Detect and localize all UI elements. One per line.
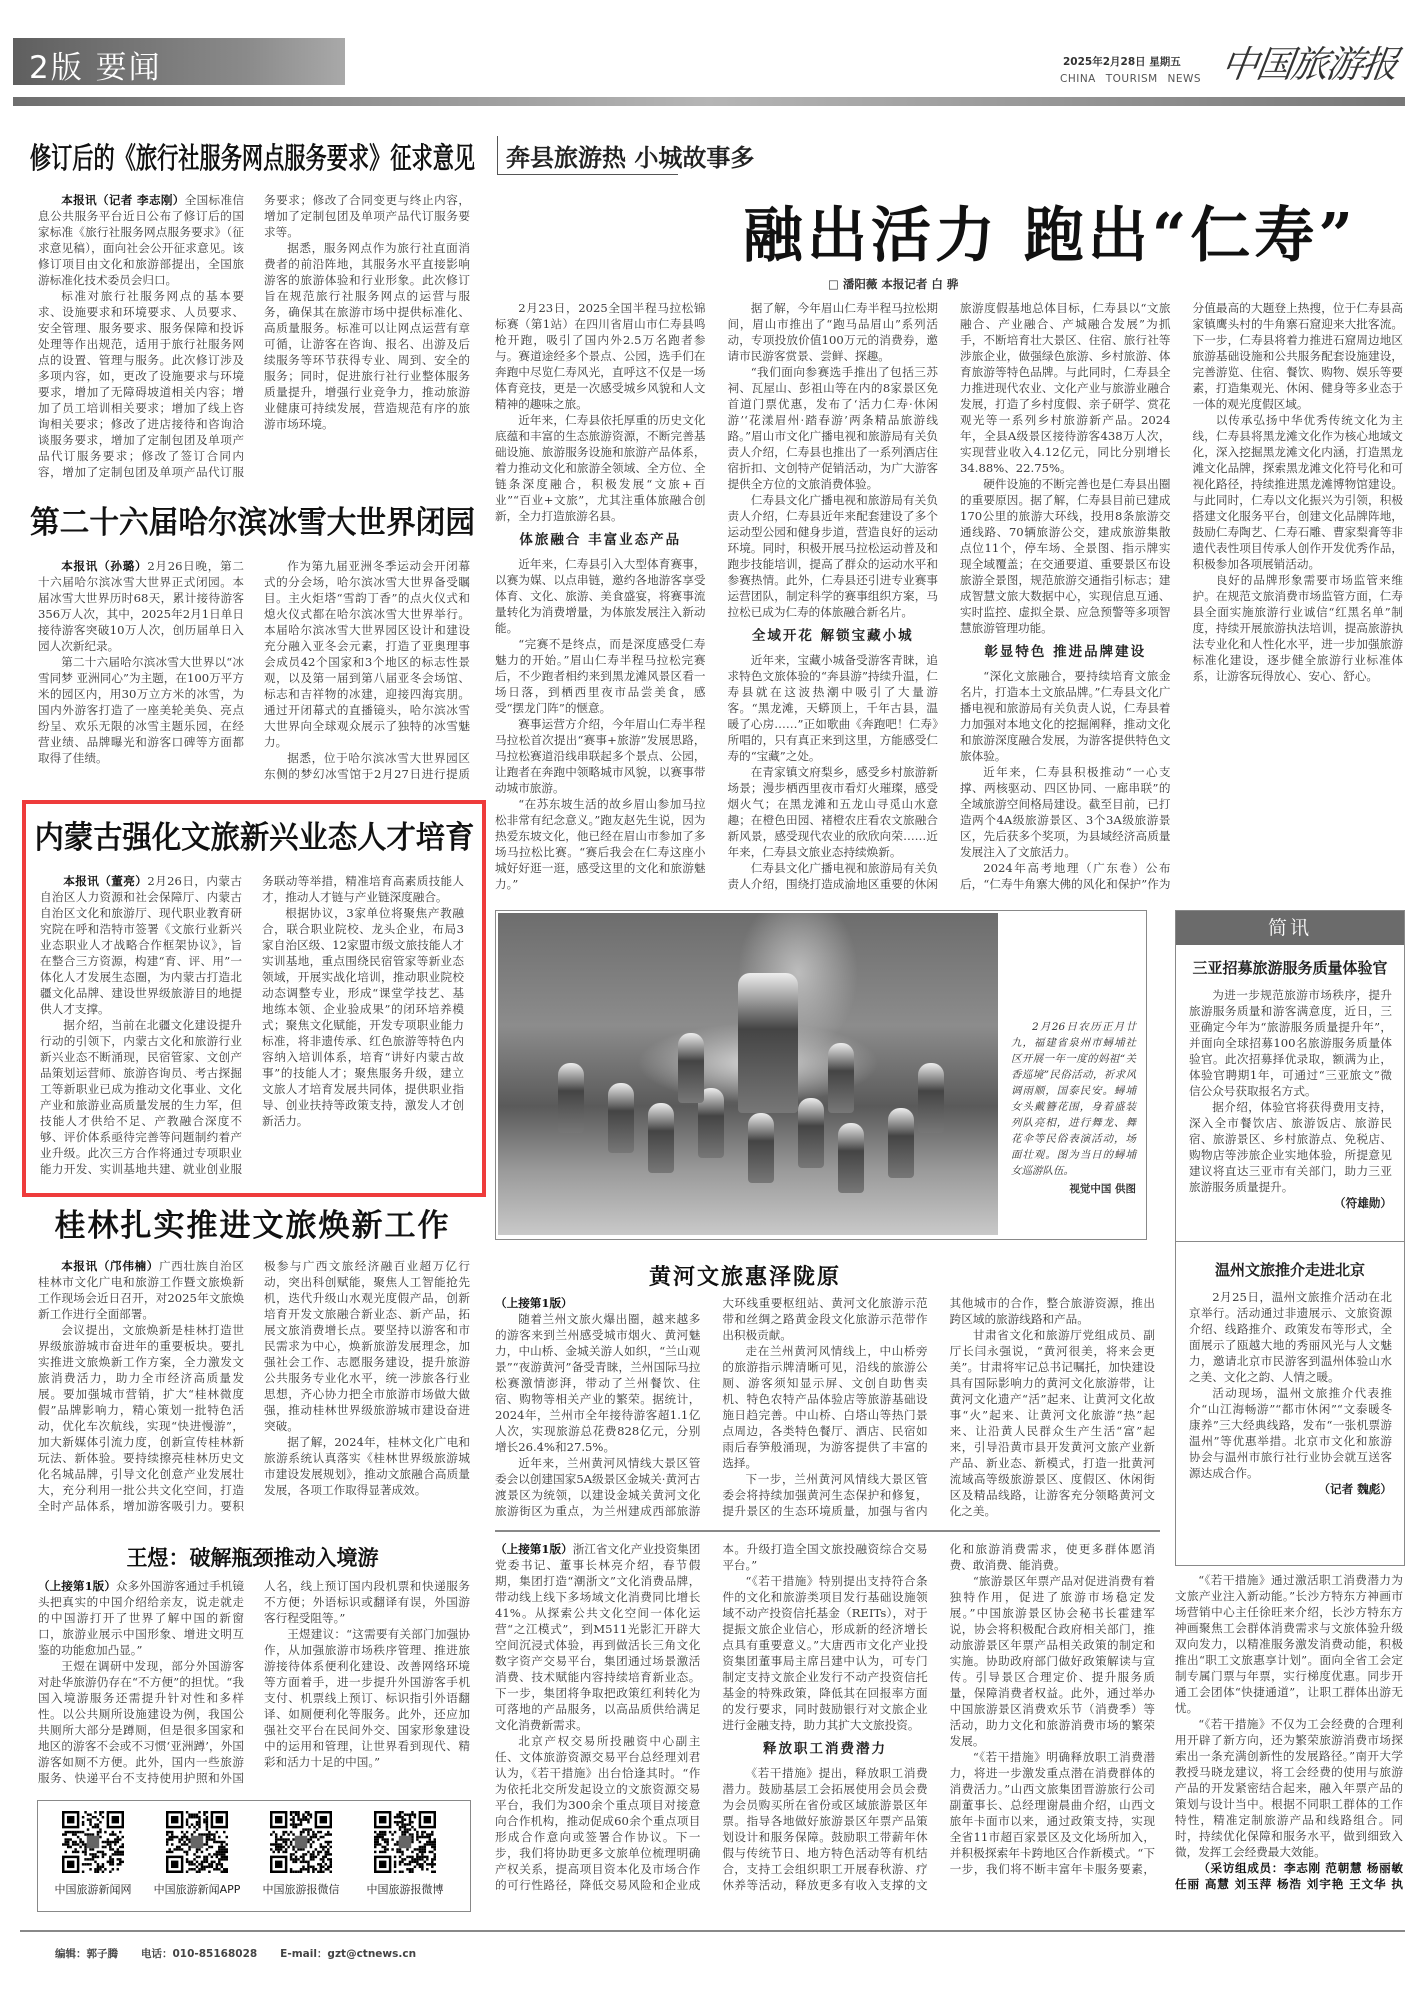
paragraph-text: “《若干措施》明确释放职工消费潜力，将进一步激发重点潜在消费群体的消费活力。”山西文旅集团晋游旅行公司副董事长、总经理谢晨曲介绍，山西文旅年卡面市以来，通过政策支持，实现全省11市超百家景区及文化场所加入，并积极探索年卡跨地区合作新模式。“下一步，我们将不断丰富年卡服务要素， — [949, 1750, 1155, 1876]
article-harbin — [38, 558, 470, 786]
brief-paragraph: 活动现场，温州文旅推介代表推介“山江海畅游”“都市休闲”“文泰暖冬康养”三大经典线路，发布“一张机票游温州”等优惠举措。北京市文化和旅游协会与温州市旅行社行业协会就互送客源达成合作。 — [1189, 1386, 1392, 1480]
article-paragraph — [38, 192, 244, 288]
article-yellow-river — [495, 1295, 1155, 1523]
article-measures — [495, 1541, 1155, 1893]
caption-text: 2月26日农历正月廿九，福建省泉州市蟳埔社区开展一年一度的妈祖“关香巡境”民俗活动，祈求风调雨顺，国泰民安。蟳埔女头戴簪花围，身着盛装列队亮相，进行舞龙、舞花伞等民俗表演活动，场面壮观。图为当日的蟳埔女巡游队伍。 — [1011, 1021, 1136, 1177]
dateline: （上接第1版） — [495, 1296, 573, 1310]
article-paragraph — [495, 636, 706, 716]
parade-figure — [738, 973, 798, 1113]
article-paragraph — [960, 476, 1171, 636]
qr-code-icon[interactable] — [62, 1811, 124, 1873]
article-paragraph — [728, 652, 939, 764]
paragraph-text: “完赛不是终点，而是深度感受仁寿魅力的开始。”眉山仁寿半程马拉松完赛后，不少跑者相约来到黑龙滩风景区看一场日落，到栖西里夜市品尝美食，感受“摆龙门阵”的惬意。 — [495, 637, 706, 715]
section-title: 2版 要闻 — [29, 50, 162, 86]
paragraph-text: “《若干措施》通过激活职工消费潜力为文旅产业注入新动能。”长沙方特东方神画市场营销中心主任徐旺来介绍，长沙方特东方神画聚焦工会群体消费需求与文旅体验升级双向发力，以精准服务激发消费动能，积极推出“职工文旅惠享计划”。面向全省工会定制专属门票与年票，实行梯度优惠。同步开通工会团体“快捷通道”，让职工群体出游无忧。 — [1175, 1573, 1403, 1715]
dateline: 本报讯（邝伟楠） — [61, 1259, 160, 1273]
paper-english-name: CHINA TOURISM NEWS — [1060, 73, 1202, 85]
byline: □ 潘阳薇 本报记者 白 骅 — [828, 277, 959, 291]
article-paragraph — [264, 240, 470, 432]
headline-text: 第二十六届哈尔滨冰雪大世界闭园 — [29, 505, 476, 541]
section-divider — [495, 1530, 1160, 1532]
article-paragraph — [264, 1626, 470, 1770]
article-paragraph — [38, 558, 244, 654]
news-briefs — [1175, 910, 1405, 1566]
article-travel-agency — [38, 192, 470, 480]
paragraph-text: 甘肃省文化和旅游厅党组成员、副厅长闫永强说，“黄河很美，将来会更美”。甘肃将牢记总书记嘱托，加快建设具有国际影响力的黄河文化旅游带，让黄河文化遗产“活”起来、让黄河文化故事“火”起来、让黄河文化旅游“热”起来、让沿黄人民群众生产生活“富”起来，引导沿黄市县开发黄河文旅产业新产品、新业态、新模式，打造一批黄河流域高等级旅游景区、度假区、休闲街区及精品线路，让游客充分领略黄河文化之美。 — [949, 1328, 1155, 1518]
paragraph-text: 标准对旅行社服务网点的基本要求、设施要求和环境要求、人员要求、安全管理、服务要求、服务保障和投诉处理等作出规范，适用于旅行社服务网点的设置、管理与服务。此次修订涉及多项内容，如，更改了设施要求与环境要求，增加了无障碍坡道相关内容；增加了员工培训相关要求；增加了线上咨询相关要求；修改了进店接待和咨询洽谈服务要求，增加了定制包团及单项产品代订服务要求；修改了签订合同内容，增加了定制包团及单项产品代订服务要求；修改了合同变更与终止内容，增加了定制包团及单项产品代订服务要求等。 — [38, 193, 470, 479]
headline-text: 融出活力 跑出“仁寿” — [743, 201, 1357, 271]
brief-paragraph: 2月25日，温州文旅推介活动在北京举行。活动通过非遗展示、文旅资源介绍、线路推介、政策发布等形式，全面展示了瓯越大地的秀丽风光与人文魅力，邀请北京市民游客到温州体验山水之美、文化之韵、人情之暖。 — [1189, 1290, 1392, 1384]
headline-text: 王煜：破解瓶颈推动入境游 — [126, 1545, 379, 1570]
paragraph-text: 2月26日晚，第二十六届哈尔滨冰雪大世界正式闭园。本届冰雪大世界历时68天，累计接待游客356万人次，其中，2025年2月1日单日接待游客突破10万人次，创历届单日入园人次新纪录。 — [38, 559, 244, 653]
parade-figure — [648, 1103, 674, 1173]
paragraph-text: 近年来，仁寿县依托厚重的历史文化底蕴和丰富的生态旅游资源，不断完善基础设施、旅游服务设施和旅游产品体系，着力推动文化和旅游全领域、全方位、全链条深度融合，积极发展“文旅+百业”“百业+文旅”，尤其注重体旅融合创新，全力打造旅游名县。 — [495, 413, 706, 523]
article-paragraph — [495, 1311, 700, 1455]
brief-title-sanya — [1176, 957, 1404, 978]
dateline: 本报讯（董亮） — [63, 874, 148, 888]
parade-figure — [918, 1063, 944, 1133]
paragraph-text: 据悉，位于哈尔滨冰雪大世界园区东侧的梦幻冰雪馆于2月27日进行提质 — [264, 751, 470, 781]
paragraph-text: 硬件设施的不断完善也是仁寿县出圈的重要原因。据了解，仁寿县目前已建成170公里的旅游大环线，投用8条旅游交通线路、70辆旅游公交，建成旅游集散点位11个，停车场、全景图、指示牌实现全域覆盖；在交通要道、重要景区布设旅游全景图，规范旅游交通指引标志；建成智慧文旅大数据中心，实现信息互通、实时监控、虚拟全景、应急预警等多项智慧旅游管理功能。 — [960, 477, 1171, 635]
section-banner — [13, 38, 345, 85]
parade-figure — [838, 1123, 864, 1193]
article-subhead: 释放职工消费潜力 — [762, 1741, 887, 1757]
article-paragraph — [722, 1343, 927, 1471]
article-paragraph — [264, 1434, 470, 1498]
paragraph-text: 近年来，仁寿县引入大型体育赛事，以赛为媒、以点串链，邀约各地游客享受体育、文化、旅游、美食盛宴，将赛事流量转化为消费增量，为体旅发展注入新动能。 — [495, 557, 706, 635]
article-paragraph — [728, 300, 939, 364]
article-paragraph — [38, 1578, 244, 1658]
footer — [55, 1946, 416, 1961]
paragraph-text: 近年来，兰州黄河风情线大景区管委会以创建国家5A级景区金城关·黄河古渡景区为统领，以建设金城关黄河文化旅游街区为重点，为兰州建成西部旅游大环线重要枢纽站、黄河文化旅游示范带和丝绸之路黄金段文化旅游示范带作出积极贡献。 — [495, 1296, 928, 1518]
dateline: （上接第1版） — [38, 1579, 116, 1593]
article-paragraph — [495, 1295, 700, 1311]
dateline: 本报讯（孙璐） — [61, 559, 148, 573]
paragraph-text: 王煜建议：“这需要有关部门加强协作，从加强旅游市场秩序管理、推进旅游接待体系便利化建设、改善网络环境等方面着手，进一步提升外国游客手机支付、机票线上预订、标识指引外语翻译、如厕便利化等服务。此外，还应加强社交平台在民间外交、国家形象建设中的运用和管理，让世界看到现代、精彩和活力十足的中国。” — [264, 1627, 470, 1769]
paragraph-text: 根据协议，3家单位将聚焦产教融合，联合职业院校、龙头企业，布局3家自治区级、12家盟市级文旅技能人才实训基地，重点围绕民宿管家等新业态领域，开展实战化培训，推动职业院校动态调整专业，形成“课堂学技艺、基地练本领、企业验成果”的闭环培养模式；聚焦文化赋能，开发专项职业能力标准，将非遗传承、红色旅游等特色内容纳入培训体系，培育“讲好内蒙古故事”的技能人才；聚焦服务升级，建立文旅人才培育发展共同体，提供职业指导、创业扶持等政策支持，激发人才创新活力。 — [262, 906, 464, 1128]
paragraph-text: “深化文旅融合，要持续培育文旅金名片，打造本土文旅品牌。”仁寿县文化广播电视和旅游局有关负责人说，仁寿县着力加强对本地文化的挖掘阐释，推动文化和旅游深度融合发展，为游客提供特色文旅体验。 — [960, 669, 1171, 763]
article-paragraph — [1193, 572, 1404, 684]
article-paragraph — [38, 1258, 244, 1322]
paragraph-text: 近年来，仁寿县积极推动“一心支撑、两核驱动、四区协同、一廊串联”的全域旅游空间格局建设。截至目前，已打造两个4A级旅游景区、3个3A级旅游景区，先后获多个奖项，为县域经济高质量发展注入了文旅活力。 — [960, 765, 1171, 859]
paragraph-text: 众多外国游客通过手机镜头把真实的中国介绍给亲友，说走就走的中国游打开了世界了解中国的新窗口，旅游业展示中国形象、增进文明互鉴的功能愈加凸显。” — [38, 1579, 244, 1657]
paragraph-text: 良好的品牌形象需要市场监管来维护。在规范文旅消费市场监管方面，仁寿县全面实施旅游行业诚信“红黑名单”制度，持续开展旅游执法培训，提高旅游执法专业化和人性化水平，进一步加强旅游标准化建设，逐步健全旅游行业标准体系，让游客玩得放心、安心、舒心。 — [1192, 573, 1403, 683]
paragraph-text: 《若干措施》提出，释放职工消费潜力。鼓励基层工会拓展使用会员会费为会员购买所在省份或区域旅游景区年票。指导各地做好旅游景区年票产品策划设计和服务保障。鼓励职工带薪年休假与传统节日、地方特色活动等有机结合，支持工会组织职工开展春秋游、疗休养等活动，释放更多有收入支撑的文化和旅游消费需求，使更多群体愿消费、敢消费、能消费。 — [722, 1542, 1155, 1892]
article-paragraph — [728, 492, 939, 620]
article-paragraph — [495, 716, 706, 796]
article-paragraph — [495, 412, 706, 524]
paragraph-text: 广西壮族自治区桂林市文化广电和旅游工作暨文旅焕新工作现场会近日召开，对2025年文旅焕新工作进行全面部署。 — [38, 1259, 244, 1321]
headline-wang-yu — [30, 1542, 475, 1572]
photo-credit: 视觉中国 供图 — [1069, 1183, 1136, 1195]
paragraph-text: 全国标准信息公共服务平台近日公布了修订后的国家标准《旅行社服务网点服务要求》（征求意见稿），面向社会公开征求意见。该修订项目由文化和旅游部提出，全国旅游标准化技术委员会归口。 — [38, 193, 244, 287]
paragraph-text: 下一步，兰州黄河风情线大景区管委会将持续加强黄河生态保护和修复，提升景区的生态环境质量，加强与省内其他城市的合作，整合旅游资源，推出跨区域的旅游线路和产品。 — [722, 1296, 1155, 1518]
article-paragraph — [495, 556, 706, 636]
paragraph-text: 据了解，今年眉山仁寿半程马拉松期间，眉山市推出了“跑马品眉山”系列活动，专项投放价值100万元的消费券，邀请市民游客赏景、尝鲜、探趣。 — [727, 301, 938, 363]
article-paragraph — [495, 796, 706, 892]
paragraph-text: 作为第九届亚洲冬季运动会开闭幕式的分会场，哈尔滨冰雪大世界备受瞩目。主火炬塔“雪韵丁香”的点火仪式和熄火仪式都在哈尔滨冰雪大世界举行。本届哈尔滨冰雪大世界园区设计和建设充分融入亚冬会元素，打造了亚奥理事会成员42个国家和3个地区的标志性景观，以及第一届到第八届亚冬会场馆、标志和吉祥物的冰建，迎接四海宾朋。通过开闭幕式的直播镜头，哈尔滨冰雪大世界向全球观众展示了独特的冰雪魅力。 — [264, 559, 470, 749]
qr-code-panel — [37, 1800, 471, 1912]
article-subhead: 彰显特色 推进品牌建设 — [984, 644, 1147, 660]
paragraph-text: 在青家镇文府梨乡，感受乡村旅游新场景；漫步栖西里夜市看灯火璀璨，感受烟火气；在黑龙滩和五龙山寻觅山水意趣；在橙色田园、褚橙农庄看农文旅融合新风景，感受现代农业的欣欣向荣……近年来，仁寿县文旅业态持续焕新。 — [727, 765, 938, 859]
paragraph-text: 据悉，服务网点作为旅行社直面消费者的前沿阵地，其服务水平直接影响游客的旅游体验和行业形象。此次修订旨在规范旅行社服务网点的运营与服务，确保其在旅游市场中提供标准化、高质量服务。标准可以让网点运营有章可循，让游客在咨询、报名、出游及后续服务等环节获得专业、周到、安全的服务；同时，促进旅行社行业整体服务质量提升，增强行业竞争力，推动旅游业健康可持续发展，营造规范有序的旅游市场环境。 — [264, 241, 470, 431]
headline-text: 桂林扎实推进文旅焕新工作 — [54, 1208, 451, 1244]
paragraph-text: 浙江省文化产业投资集团党委书记、董事长林亮介绍，春节假期，集团打造“潮浙文”文化消费品牌，带动线上线下多场域文化消费同比增长41%。从探索公共文化空间一体化运营“之江模式”，到M511光影汇开辟大空间沉浸式体验，再到做活长三角文化数字资产交易平台，集团通过场景激活消费、技术赋能内容持续培育新业态。下一步，集团将争取把政策红利转化为可落地的产品服务，以高品质供给满足文化消费新需求。 — [495, 1542, 701, 1732]
article-wang-yu — [38, 1578, 470, 1788]
parade-figure — [798, 1098, 824, 1168]
brief-divider — [1176, 1241, 1404, 1242]
paragraph-text: “在苏东坡生活的故乡眉山参加马拉松非常有纪念意义。”跑友赵先生说，因为热爱东坡文化，他已经在眉山市参加了多场马拉松比赛。“赛后我会在仁寿这座小城好好逛一逛，感受这里的文化和旅游魅力。” — [495, 797, 706, 891]
newspaper-logo: 中国旅游报 — [1218, 43, 1400, 86]
paragraph-text: 仁寿县文化广播电视和旅游局有关负责人介绍，仁寿县近年来配套建设了多个运动型公园和健身步道，营造良好的运动环境。同时，积极开展马拉松运动普及和跑步技能培训，提高了群众的运动水平和参赛热情。此外，仁寿县还引进专业赛事运营团队，制定科学的赛事组织方案，马拉松已成为仁寿的体旅融合新名片。 — [727, 493, 938, 619]
qr-code-label: 中国旅游新闻网 — [54, 1883, 132, 1896]
paragraph-text: 随着兰州文旅火爆出圈，越来越多的游客来到兰州感受城市烟火、黄河魅力，中山桥、金城关游人如织，“兰山观景”“夜游黄河”备受青睐，兰州国际马拉松赛激情澎湃，带动了兰州餐饮、住宿、购物等相关产业的繁荣。据统计，2024年，兰州市全年接待游客超1.1亿人次，实现旅游总花费828亿元，分别增长26.4%和27.5%。 — [495, 1312, 701, 1454]
paragraph-text: 赛事运营方介绍，今年眉山仁寿半程马拉松首次提出“赛事+旅游”发展思路，马拉松赛道沿线串联起多个景点、公园，让跑者在奔跑中领略城市风貌，以赛事带动城市旅游。 — [495, 717, 706, 795]
brief-paragraph: 为进一步规范旅游市场秩序，提升旅游服务质量和游客满意度，近日，三亚确定今年为“旅游服务质量提升年”，并面向全球招募100名旅游服务质量体验官。此次招募择优录取，额满为止，体验官聘期1年，可通过“三亚旅文”微信公众号获取报名方式。 — [1189, 988, 1392, 1098]
paragraph-text: 会议提出，文旅焕新是桂林打造世界级旅游城市奋进年的重要板块。要扎实推进文旅焕新工作方案，全力激发文旅消费活力，助力全市经济高质量发展。要加强城市营销，扩大“桂林微度假”品牌影响力，精心策划一批特色活动，优化车次航线，实现“快进慢游”，加大新媒体引流力度，创新宣传桂林新玩法、新体验。要持续擦亮桂林历史文化名城品牌，引导文化创意产业发展壮大，充分利用一批公共文化空间，打造全时产品体系，增加游客吸引力。要积极参与广西文旅经济融百业超万亿行动，突出科创赋能，聚焦人工智能抢先机，迭代升级山水观光度假产品，创新培育开发文旅融合新业态、新产品，拓展文旅消费增长点。要坚持以游客和市民需求为中心，焕新旅游发展理念，加强社会工作、志愿服务建设，提升旅游公共服务专业化水平，统一涉旅各行业思想，齐心协力把全市旅游市场做大做强，推动桂林世界级旅游城市建设奋进突破。 — [38, 1259, 470, 1513]
dateline: （上接第1版） — [495, 1542, 573, 1556]
article-measures-continued — [1175, 1572, 1403, 1892]
brief-body-sanya — [1189, 987, 1392, 1227]
paragraph-text: （采访组成员：李志刚 范朝慧 杨丽敏 任丽 高慧 刘玉萍 杨浩 刘宇艳 王文华 执 — [1175, 1861, 1403, 1891]
article-paragraph — [1175, 1572, 1403, 1716]
article-paragraph — [960, 668, 1171, 764]
article-paragraph — [495, 1541, 700, 1733]
headline-text: 修订后的《旅行社服务网点服务要求》征求意见 — [29, 141, 476, 175]
paragraph-text: “《若干措施》特别提出支持符合条件的文化和旅游类项目发行基础设施领域不动产投资信托基金（REITs），对于提振文旅企业信心，形成新的经济增长点具有重要意义。”大唐西市文化产业投资集团董事局主席吕建中认为，可专门制定支持文旅企业发行不动产投资信托基金的特殊政策，降低其在回报率方面的发行要求，同时鼓励银行对文旅企业进行金融支持，助力其扩大文旅投资。 — [722, 1574, 928, 1732]
footer-rule — [20, 1930, 1405, 1932]
headline-harbin — [30, 497, 475, 542]
article-subhead: 体旅融合 丰富业态产品 — [519, 532, 682, 548]
article-inner-mongolia — [40, 873, 464, 1179]
kicker-text: 奔县旅游热 小城故事多 — [506, 143, 755, 172]
qr-code-label: 中国旅游报微信 — [262, 1883, 340, 1896]
parade-figure — [558, 1063, 584, 1133]
article-paragraph — [1193, 412, 1404, 572]
article-paragraph — [264, 558, 470, 750]
article-paragraph — [960, 764, 1171, 860]
paragraph-text: 第二十六届哈尔滨冰雪大世界以“冰雪同梦 亚洲同心”为主题，在100万平方米的园区内，用30万立方米的冰雪，为国内外游客打造了一座美轮美奂、亮点纷呈、欢乐无限的冰雪主题乐园，在经营业绩、品牌曝光和游客口碑等方面都取得了佳绩。 — [38, 655, 244, 765]
headline-travel-agency — [30, 136, 475, 177]
parade-figure — [828, 1043, 854, 1113]
phone: 电话：010-85168028 — [140, 1948, 258, 1960]
brief-title-text: 温州文旅推介走进北京 — [1214, 1261, 1365, 1279]
paragraph-text: “《若干措施》不仅为工会经费的合理利用开辟了新方向，还为繁荣旅游消费市场探索出一条充满创新性的发展路径。”南开大学教授马晓龙建议，将工会经费的使用与旅游产品的开发紧密结合起来，融入年票产品的策划与设计当中。根据不同职工群体的工作特性，精准定制旅游产品和线路组合。同时，持续优化保障和服务水平，做到细致入微，发挥工会经费最大效能。 — [1175, 1717, 1403, 1859]
article-paragraph — [950, 1327, 1155, 1519]
paragraph-text: 2月26日，内蒙古自治区人力资源和社会保障厅、内蒙古自治区文化和旅游厅、现代职业教育研究院在呼和浩特市签署《文旅行业新兴业态职业人才战略合作框架协议》，旨在整合三方资源，构建“育、评、用”一体化人才发展生态圈，为内蒙古打造北疆文化品牌、建设世界级旅游目的地提供人才支撑。 — [40, 874, 242, 1016]
paragraph-text: 据介绍，当前在北疆文化建设提升行动的引领下，内蒙古文化和旅游行业新兴业态不断涌现，民宿管家、文创产品策划运营师、旅游咨询员、考古探掘工等新职业已成为推动文化事业、文化产业和旅游业高质量发展的生力军，但技能人才供给不足、产教融合深度不够、评价体系亟待完善等问题制约着产业升级。此次三方合作将通过专项职业能力开发、实训基地共建、就业创业服务联动等举措，精准培育高素质技能人才，推动人才链与产业链深度融合。 — [40, 874, 464, 1176]
qr-code-icon[interactable] — [374, 1811, 436, 1873]
article-subhead: 全域开花 解锁宝藏小城 — [751, 628, 914, 644]
email: E-mail：gzt@ctnews.cn — [280, 1948, 417, 1960]
brief-title-wenzhou — [1176, 1259, 1404, 1280]
briefs-header: 简讯 — [1176, 911, 1404, 945]
paragraph-text: 王煜在调研中发现，部分外国游客对赴华旅游仍存在“不方便”的担忧。“我国入境游服务还需提升针对性和多样性。以公共厕所设施建设为例，我国公共厕所大部分是蹲厕，但是很多国家和地区的游客不会或不习惯‘亚洲蹲’，外国游客如厕不方便。此外，国内一些旅游服务、快递平台不支持使用护照和外国人名，线上预订国内段机票和快递服务不方便；外语标识或翻译有误，外国游客行程受阻等。” — [38, 1579, 470, 1785]
parade-figure — [748, 1113, 774, 1183]
parade-figure — [678, 1033, 704, 1103]
headline-renshou — [700, 188, 1400, 274]
photo-caption — [1011, 1019, 1136, 1197]
masthead-rule — [13, 97, 1405, 106]
brief-body-wenzhou — [1189, 1289, 1392, 1559]
qr-code-icon[interactable] — [270, 1811, 332, 1873]
paragraph-text: 北京产权交易所投融资中心副主任、文体旅游资源交易平台总经理刘君认为，《若干措施》出台恰逢其时。“作为依托北交所发起设立的文旅资源交易平台，我们为300余个重点项目对接意向合作机构，推动促成60余个重点项目形成合作意向或签署合作协议。下一步，我们将协助更多文旅单位梳理明确产权关系，提高项目资本化及市场合作的可行性路径，降低交易风险和企业成本。升级打造全国文旅投融资综合交易平台。” — [495, 1542, 928, 1892]
article-paragraph — [40, 873, 242, 1017]
paragraph-text: 仁寿县文化广播电视和旅游局有关负责人介绍，围绕打造成渝地区重要的休闲旅游度假基地总体目标，仁寿县以“文旅融合、产业融合、产城融合发展”为抓手，不断培育壮大景区、住宿、旅行社等涉旅企业，做强绿色旅游、乡村旅游、体育旅游等特色品牌。与此同时，仁寿县全力推进现代农业、文化产业与旅游业融合发展，打造了乡村度假、亲子研学、赏花观光等一系列乡村旅游新产品。2024年，全县A级景区接待游客438万人次，实现营业收入4.12亿元，同比分别增长34.88%、22.75%。 — [727, 301, 1171, 891]
paragraph-text: 据了解，2024年，桂林文化广电和旅游系统认真落实《桂林世界级旅游城市建设发展规划》，推动文旅融合高质量发展，各项工作取得显著成效。 — [264, 1435, 470, 1497]
article-paragraph — [1175, 1716, 1403, 1860]
brief-title-text: 三亚招募旅游服务质量体验官 — [1192, 959, 1388, 977]
article-paragraph — [495, 300, 706, 412]
paragraph-text: 走在兰州黄河风情线上，中山桥旁的旅游指示牌清晰可见，沿线的旅游公厕、游客须知显示屏、文创自助售卖机、特色农特产品体验店等旅游基础设施日趋完善。中山桥、白塔山等热门景点周边，各类特色餐厅、酒店、民宿如雨后春笋般涌现，为游客提供了丰富的选择。 — [722, 1344, 928, 1470]
article-guilin — [38, 1258, 470, 1520]
festival-parade-photo — [498, 913, 998, 1235]
paragraph-text: 近年来，宝藏小城备受游客青睐，追求特色文旅体验的“奔县游”持续升温，仁寿县就在这波热潮中吸引了大量游客。“黑龙滩，天蟒顶上，千年古县，温暖了心房……”正如歌曲《奔跑吧！仁寿》所唱的，只有真正来到这里，方能感受仁寿的“宝藏”之处。 — [727, 653, 938, 763]
headline-yellow-river — [495, 1260, 995, 1291]
brief-signature: （记者 魏彪） — [1318, 1482, 1392, 1496]
dateline: 本报讯（记者 李志刚） — [61, 193, 185, 207]
headline-text: 内蒙古强化文旅新兴业态人才培育 — [34, 820, 474, 856]
headline-inner-mongolia — [34, 812, 474, 857]
paragraph-text: 2024年高考地理（广东卷）公布后，“仁寿牛角寨大佛的风化和保护”作为分值最高的大题登上热搜，位于仁寿县高家镇鹰头村的牛角寨石窟迎来大批客流。下一步，仁寿县将着力推进石窟周边地区旅游基础设施和公共服务配套设施建设，完善游览、住宿、餐饮、购物、娱乐等要素，打造集观光、休闲、健身等多业态于一体的观光度假区域。 — [960, 301, 1403, 891]
paragraph-text: 以传承弘扬中华优秀传统文化为主线，仁寿县将黑龙滩文化作为核心地域文化，深入挖掘黑龙滩文化内涵，打造黑龙滩文化品牌，探索黑龙滩文化符号化和可视化路径，持续推进黑龙滩博物馆建设。与此同时，仁寿以文化振兴为引领，积极搭建文化服务平台，创建文化品牌阵地，鼓励仁寿陶艺、仁寿石雕、曹家梨膏等非遗代表性项目传承人创作开发优秀作品，积极参加各项展销活动。 — [1192, 413, 1403, 571]
paragraph-text: “旅游景区年票产品对促进消费有着独特作用，促进了旅游市场稳定发展。”中国旅游景区协会秘书长霍建军说，协会将积极配合政府相关部门，推动旅游景区年票产品相关政策的制定和实施。协助政府部门做好政策解读与宣传。引导景区合理定价、提升服务质量，保障消费者权益。此外，通过举办中国旅游景区消费欢乐节（消费季）等活动，助力文化和旅游消费市场的繁荣发展。 — [949, 1574, 1155, 1748]
article-paragraph — [262, 905, 464, 1129]
qr-code-label: 中国旅游报微博 — [366, 1883, 444, 1896]
headline-text: 黄河文旅惠泽陇原 — [648, 1264, 841, 1290]
issue-date: 2025年2月28日 星期五 — [1063, 56, 1181, 68]
editor: 编辑：郭子腾 — [55, 1948, 118, 1960]
parade-figure — [608, 1083, 634, 1153]
column-kicker — [497, 136, 755, 175]
photo-frame — [495, 910, 1147, 1240]
article-paragraph — [722, 1573, 927, 1733]
paragraph-text: 2月23日，2025全国半程马拉松锦标赛（第1站）在四川省眉山市仁寿县鸣枪开跑，吸引了国内外2.5万名跑者参与。赛道途经多个景点、公园，选手们在奔跑中尽览仁寿风光，直呼这不仅是一场体育竞技，更是一次感受城乡风貌和人文精神的趣味之旅。 — [495, 301, 706, 411]
article-paragraph — [728, 764, 939, 860]
article-renshou — [495, 300, 1403, 900]
parade-figure — [888, 1108, 914, 1178]
brief-signature: （符雄勋） — [1334, 1196, 1392, 1210]
article-paragraph — [38, 654, 244, 766]
qr-code-label: 中国旅游新闻APP — [153, 1883, 241, 1896]
paragraph-text: “我们面向参赛选手推出了包括三苏祠、瓦屋山、彭祖山等在内的8家景区免首道门票优惠，发布了‘活力仁寿·休闲游’‘花漾眉州·踏春游’两条精品旅游线路。”眉山市文化广播电视和旅游局有关负责人介绍，仁寿县也推出了一系列酒店住宿折扣、文创特产促销活动，为广大游客提供全方位的文旅消费体验。 — [727, 365, 938, 491]
brief-paragraph: 据介绍，体验官将获得费用支持，深入全市餐饮店、旅游饭店、旅游民宿、旅游景区、乡村旅游点、免税店、购物店等涉旅企业实地体验，所提意见建议将直达三亚市有关部门，助力三亚旅游服务质量提升。 — [1189, 1100, 1392, 1194]
qr-code-icon[interactable] — [166, 1811, 228, 1873]
article-paragraph — [950, 1573, 1155, 1749]
article-paragraph — [728, 364, 939, 492]
headline-guilin — [30, 1200, 475, 1245]
